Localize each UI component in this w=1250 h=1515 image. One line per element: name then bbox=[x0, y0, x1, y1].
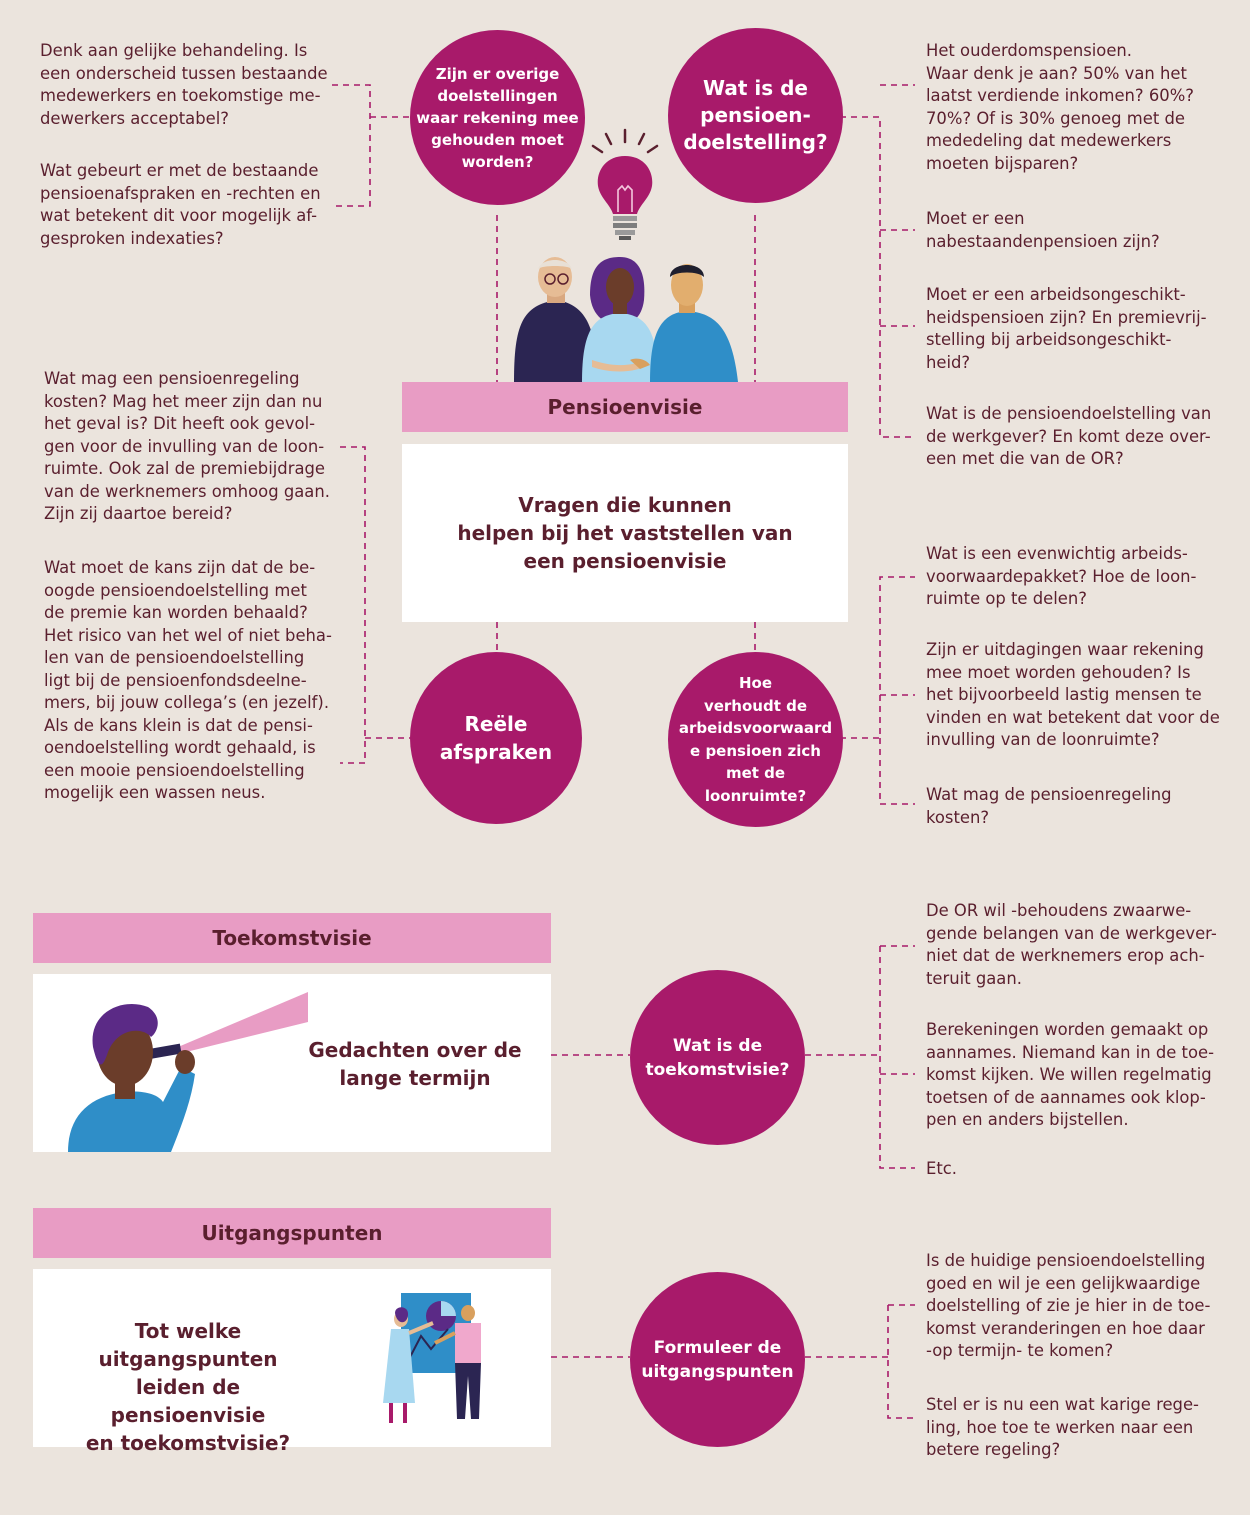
pensioenvisie-question: Vragen die kunnen helpen bij het vaststellen van een pensioenvisie bbox=[457, 493, 793, 573]
pensioenvisie-bar-title: Pensioenvisie bbox=[547, 395, 703, 419]
toekomstvisie-right-text-2: Berekeningen worden gemaakt op aannames. Niemand kan in de toe- komst kijken. We willen regelmatig toetsen of de aannames ook klop- pen en anders bijstellen. bbox=[926, 1020, 1214, 1129]
right-top-text-2: Moet er een nabestaandenpensioen zijn? bbox=[926, 209, 1160, 251]
circle-toekomstvisie: Wat is de toekomstvisie? bbox=[630, 970, 805, 1145]
presentation-illustration bbox=[363, 1291, 503, 1431]
uitgangspunten-bar-title: Uitgangspunten bbox=[201, 1221, 383, 1245]
toekomstvisie-right-text-1: De OR wil -behoudens zwaarwe- gende belangen van de werkgever- niet dat de werknemers erop ach- teruit gaan. bbox=[926, 901, 1217, 988]
uitgangspunten-question: Tot welke uitgangspunten leiden de pensioenvisie en toekomstvisie? bbox=[85, 1319, 291, 1455]
right-top-text-3: Moet er een arbeidsongeschikt- heidspensioen zijn? En premievrij- stelling bij arbeidsongeschikt- heid? bbox=[926, 285, 1207, 372]
pensioenvisie-bar bbox=[402, 382, 848, 432]
left-top-text-2: Wat gebeurt er met de bestaande pensioenafspraken en -rechten en wat betekent dit voor mogelijk af- gesproken indexaties? bbox=[40, 161, 321, 248]
right-bottom-text-1: Wat is een evenwichtig arbeids- voorwaardepakket? Hoe de loon- ruimte op te delen? bbox=[926, 544, 1197, 608]
circle-pensioendoelstelling: Wat is de pensioen- doelstelling? bbox=[668, 28, 843, 203]
uitgangspunten-right-text-2: Stel er is nu een wat karige rege- ling, hoe toe te werken naar een betere regeling? bbox=[926, 1395, 1199, 1459]
right-bottom-text-2: Zijn er uitdagingen waar rekening mee moet worden gehouden? Is het bijvoorbeeld lastig mensen te vinden en wat betekent dat voor de invulling van de loonruimte? bbox=[926, 640, 1220, 749]
toekomstvisie-right-text-3: Etc. bbox=[926, 1159, 958, 1178]
right-top-text-4: Wat is de pensioendoelstelling van de werkgever? En komt deze over- een met die van de OR? bbox=[926, 404, 1212, 468]
left-top-text-1: Denk aan gelijke behandeling. Is een onderscheid tussen bestaande medewerkers en toekomstige me- dewerkers acceptabel? bbox=[40, 41, 328, 128]
circle-reele-afspraken: Reële afspraken bbox=[410, 652, 582, 824]
uitgangspunten-bar bbox=[33, 1208, 551, 1258]
toekomstvisie-bar-title: Toekomstvisie bbox=[212, 926, 372, 950]
toekomstvisie-bar bbox=[33, 913, 551, 963]
left-bottom-text-1: Wat mag een pensioenregeling kosten? Mag het meer zijn dan nu het geval is? Dit heeft ook gevol- gen voor de invulling van de loon- ruimte. Ook zal de premiebijdrage van de werknemers omhoog gaan. Zijn zij daartoe bereid? bbox=[44, 369, 330, 523]
right-bottom-text-3: Wat mag de pensioenregeling kosten? bbox=[926, 785, 1172, 827]
lightbulb-icon bbox=[588, 128, 663, 243]
pensioenvisie-box bbox=[402, 444, 848, 622]
toekomstvisie-text: Gedachten over de lange termijn bbox=[308, 1038, 522, 1090]
toekomstvisie-box bbox=[33, 974, 551, 1152]
circle-loonruimte: Hoe verhoudt de arbeidsvoorwaard e pensioen zich met de loonruimte? bbox=[668, 652, 843, 827]
circle-uitgangspunten: Formuleer de uitgangspunten bbox=[630, 1272, 805, 1447]
left-bottom-text-2: Wat moet de kans zijn dat de be- oogde pensioendoelstelling met de premie kan worden behaald? Het risico van het wel of niet beha- len van de pensioendoelstelling ligt bij de pensioenfondsdeelne- mers, bij jouw collega’s (en jezelf). Als de kans klein is dat de pensi- oendoelstelling wordt gehaald, is een mooie pensioendoelstelling mogelijk een wassen neus. bbox=[44, 558, 332, 802]
circle-overige-doelstellingen: Zijn er overige doelstellingen waar rekening mee gehouden moet worden? bbox=[410, 30, 585, 205]
uitgangspunten-box bbox=[33, 1269, 551, 1455]
telescope-person-illustration bbox=[63, 992, 313, 1152]
right-top-text-1: Het ouderdomspensioen. Waar denk je aan? 50% van het laatst verdiende inkomen? 60%? 70%? Of is 30% genoeg met de mededeling dat medewerkers moeten bijsparen? bbox=[926, 41, 1194, 173]
uitgangspunten-right-text-1: Is de huidige pensioendoelstelling goed en wil je een gelijkwaardige doelstelling of zie je hier in de toe- komst veranderingen en hoe daar -op termijn- te komen? bbox=[926, 1251, 1211, 1360]
three-people-illustration bbox=[512, 255, 747, 382]
